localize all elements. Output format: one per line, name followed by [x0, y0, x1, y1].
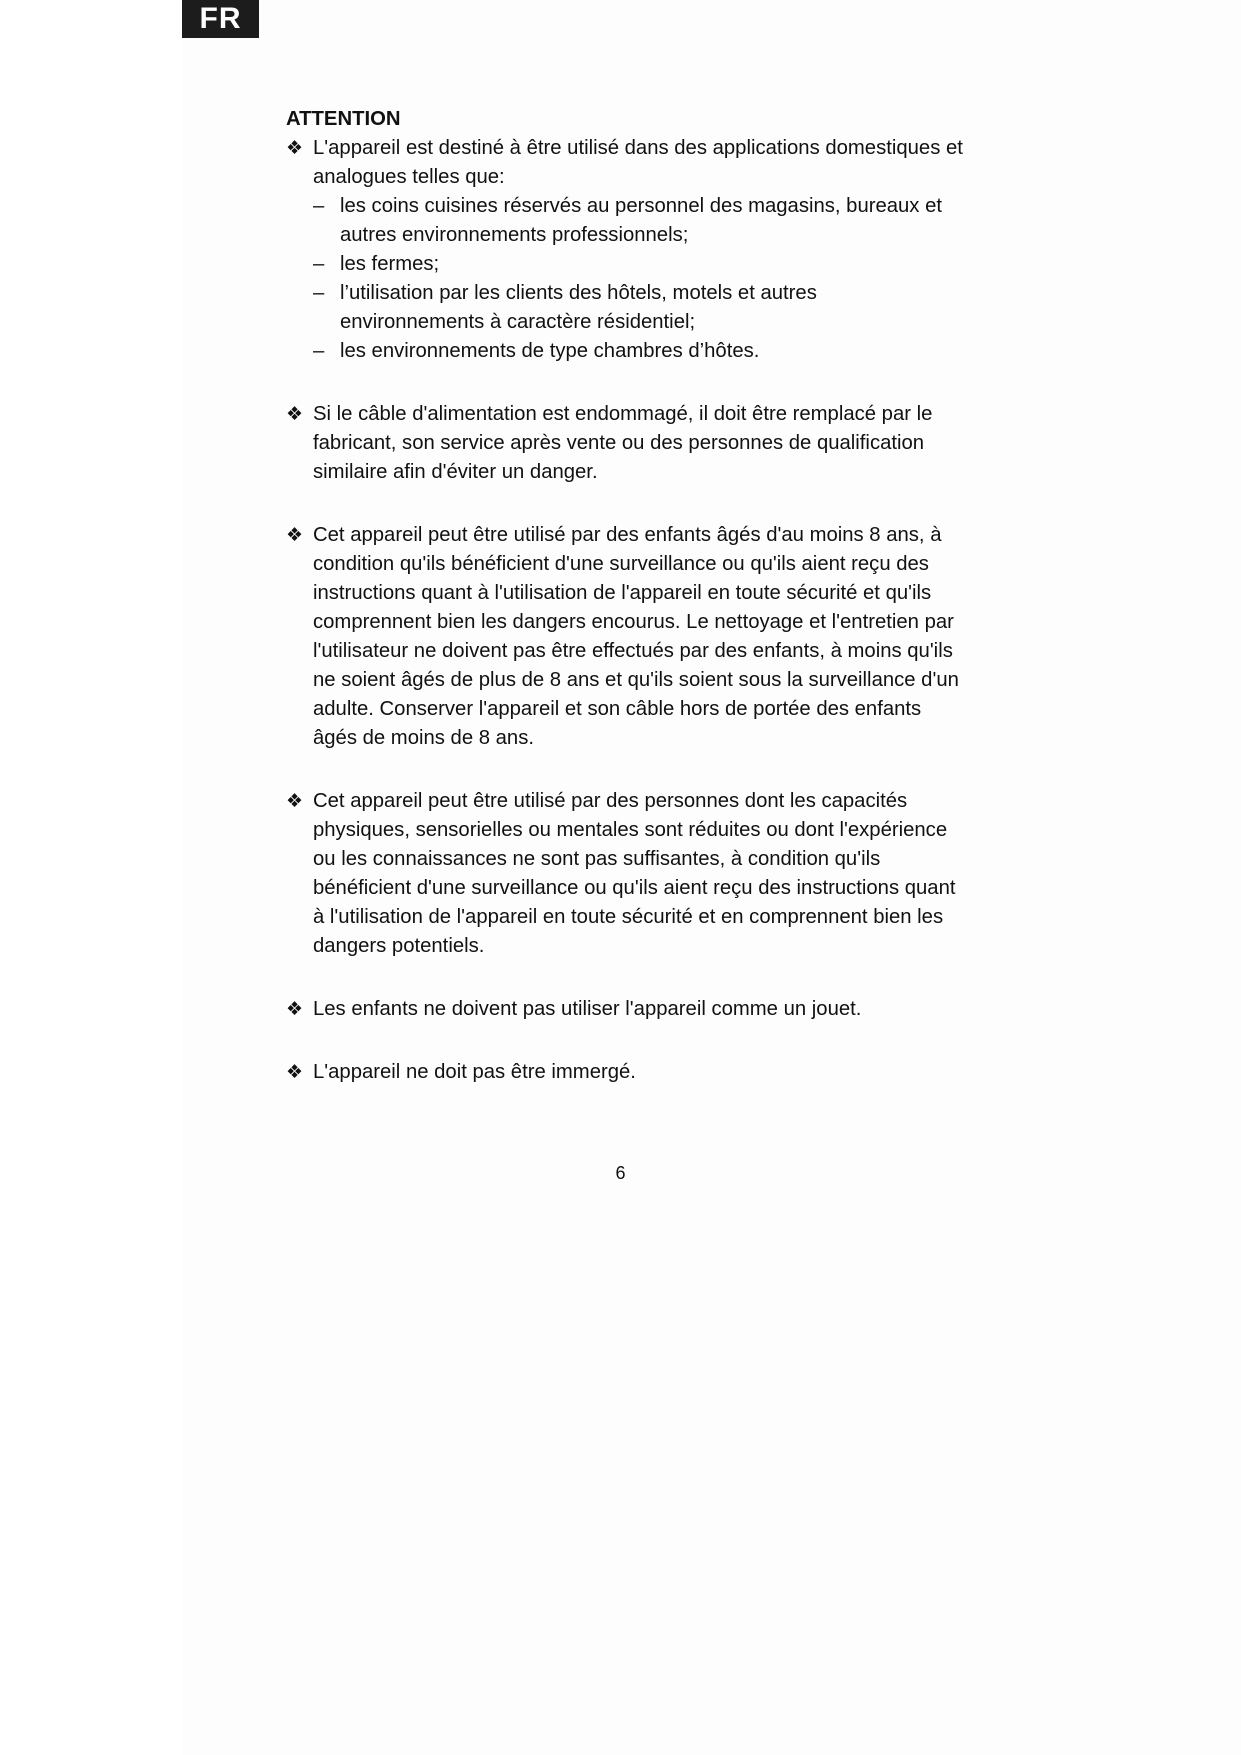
page-number: 6 — [615, 1163, 626, 1183]
dash-bullet-icon: – — [313, 195, 325, 217]
usage-text: les fermes; — [340, 253, 440, 275]
warning-text: Les enfants ne doivent pas utiliser l'appareil comme un jouet. — [313, 998, 862, 1020]
warning-text: Cet appareil peut être utilisé par des personnes dont les capacités physiques, sensorielles ou mentales sont réduites ou dont l'expérience ou les connaissances ne sont pas suffisantes, à condition qu'ils bénéficient d'une surveillance ou qu'ils aient reçu des instructions quant à l'utilisation de l'appareil en toute sécurité et en comprennent bien les dangers potentiels. — [313, 790, 956, 957]
language-tab: FR — [182, 0, 259, 38]
warning-item-6 — [286, 1058, 966, 1087]
diamond-bullet-icon: ❖ — [286, 138, 304, 159]
diamond-bullet-icon: ❖ — [286, 525, 304, 546]
diamond-bullet-icon: ❖ — [286, 404, 304, 425]
dash-bullet-icon: – — [313, 282, 325, 304]
diamond-bullet-icon: ❖ — [286, 999, 304, 1020]
dash-bullet-icon: – — [313, 340, 325, 362]
usage-list-item — [313, 279, 966, 337]
usage-list-item — [313, 337, 966, 366]
dash-bullet-icon: – — [313, 253, 325, 275]
diamond-bullet-icon: ❖ — [286, 791, 304, 812]
warning-text: L'appareil ne doit pas être immergé. — [313, 1061, 636, 1083]
diamond-bullet-icon: ❖ — [286, 1062, 304, 1083]
warning-text: Cet appareil peut être utilisé par des enfants âgés d'au moins 8 ans, à condition qu'ils bénéficient d'une surveillance ou qu'ils aient reçu des instructions quant à l'utilisation de l'appareil en toute sécurité et qu'ils comprennent bien les dangers encourus. Le nettoyage et l'entretien par l'utilisateur ne doivent pas être effectués par des enfants, à moins qu'ils ne soient âgés de plus de 8 ans et qu'ils soient sous la surveillance d'un adulte. Conserver l'appareil et son câble hors de portée des enfants âgés de moins de 8 ans. — [313, 524, 959, 749]
warning-item-3 — [286, 521, 966, 753]
usage-list-item — [313, 192, 966, 250]
usage-text: les environnements de type chambres d’hôtes. — [340, 340, 760, 362]
warning-text: Si le câble d'alimentation est endommagé, il doit être remplacé par le fabricant, son service après vente ou des personnes de qualification similaire afin d'éviter un danger. — [313, 403, 933, 483]
section-title: ATTENTION — [286, 108, 401, 130]
usage-list-item — [313, 250, 966, 279]
warning-item-2 — [286, 400, 966, 487]
warning-section — [286, 105, 966, 1087]
usage-list — [313, 192, 966, 366]
warning-item-1 — [286, 134, 966, 366]
usage-text: l’utilisation par les clients des hôtels, motels et autres environnements à caractère résidentiel; — [340, 282, 817, 333]
warning-item-4 — [286, 787, 966, 961]
warning-item-5 — [286, 995, 966, 1024]
warning-text: L'appareil est destiné à être utilisé dans des applications domestiques et analogues telles que: — [313, 137, 963, 188]
usage-text: les coins cuisines réservés au personnel des magasins, bureaux et autres environnements professionnels; — [340, 195, 943, 246]
